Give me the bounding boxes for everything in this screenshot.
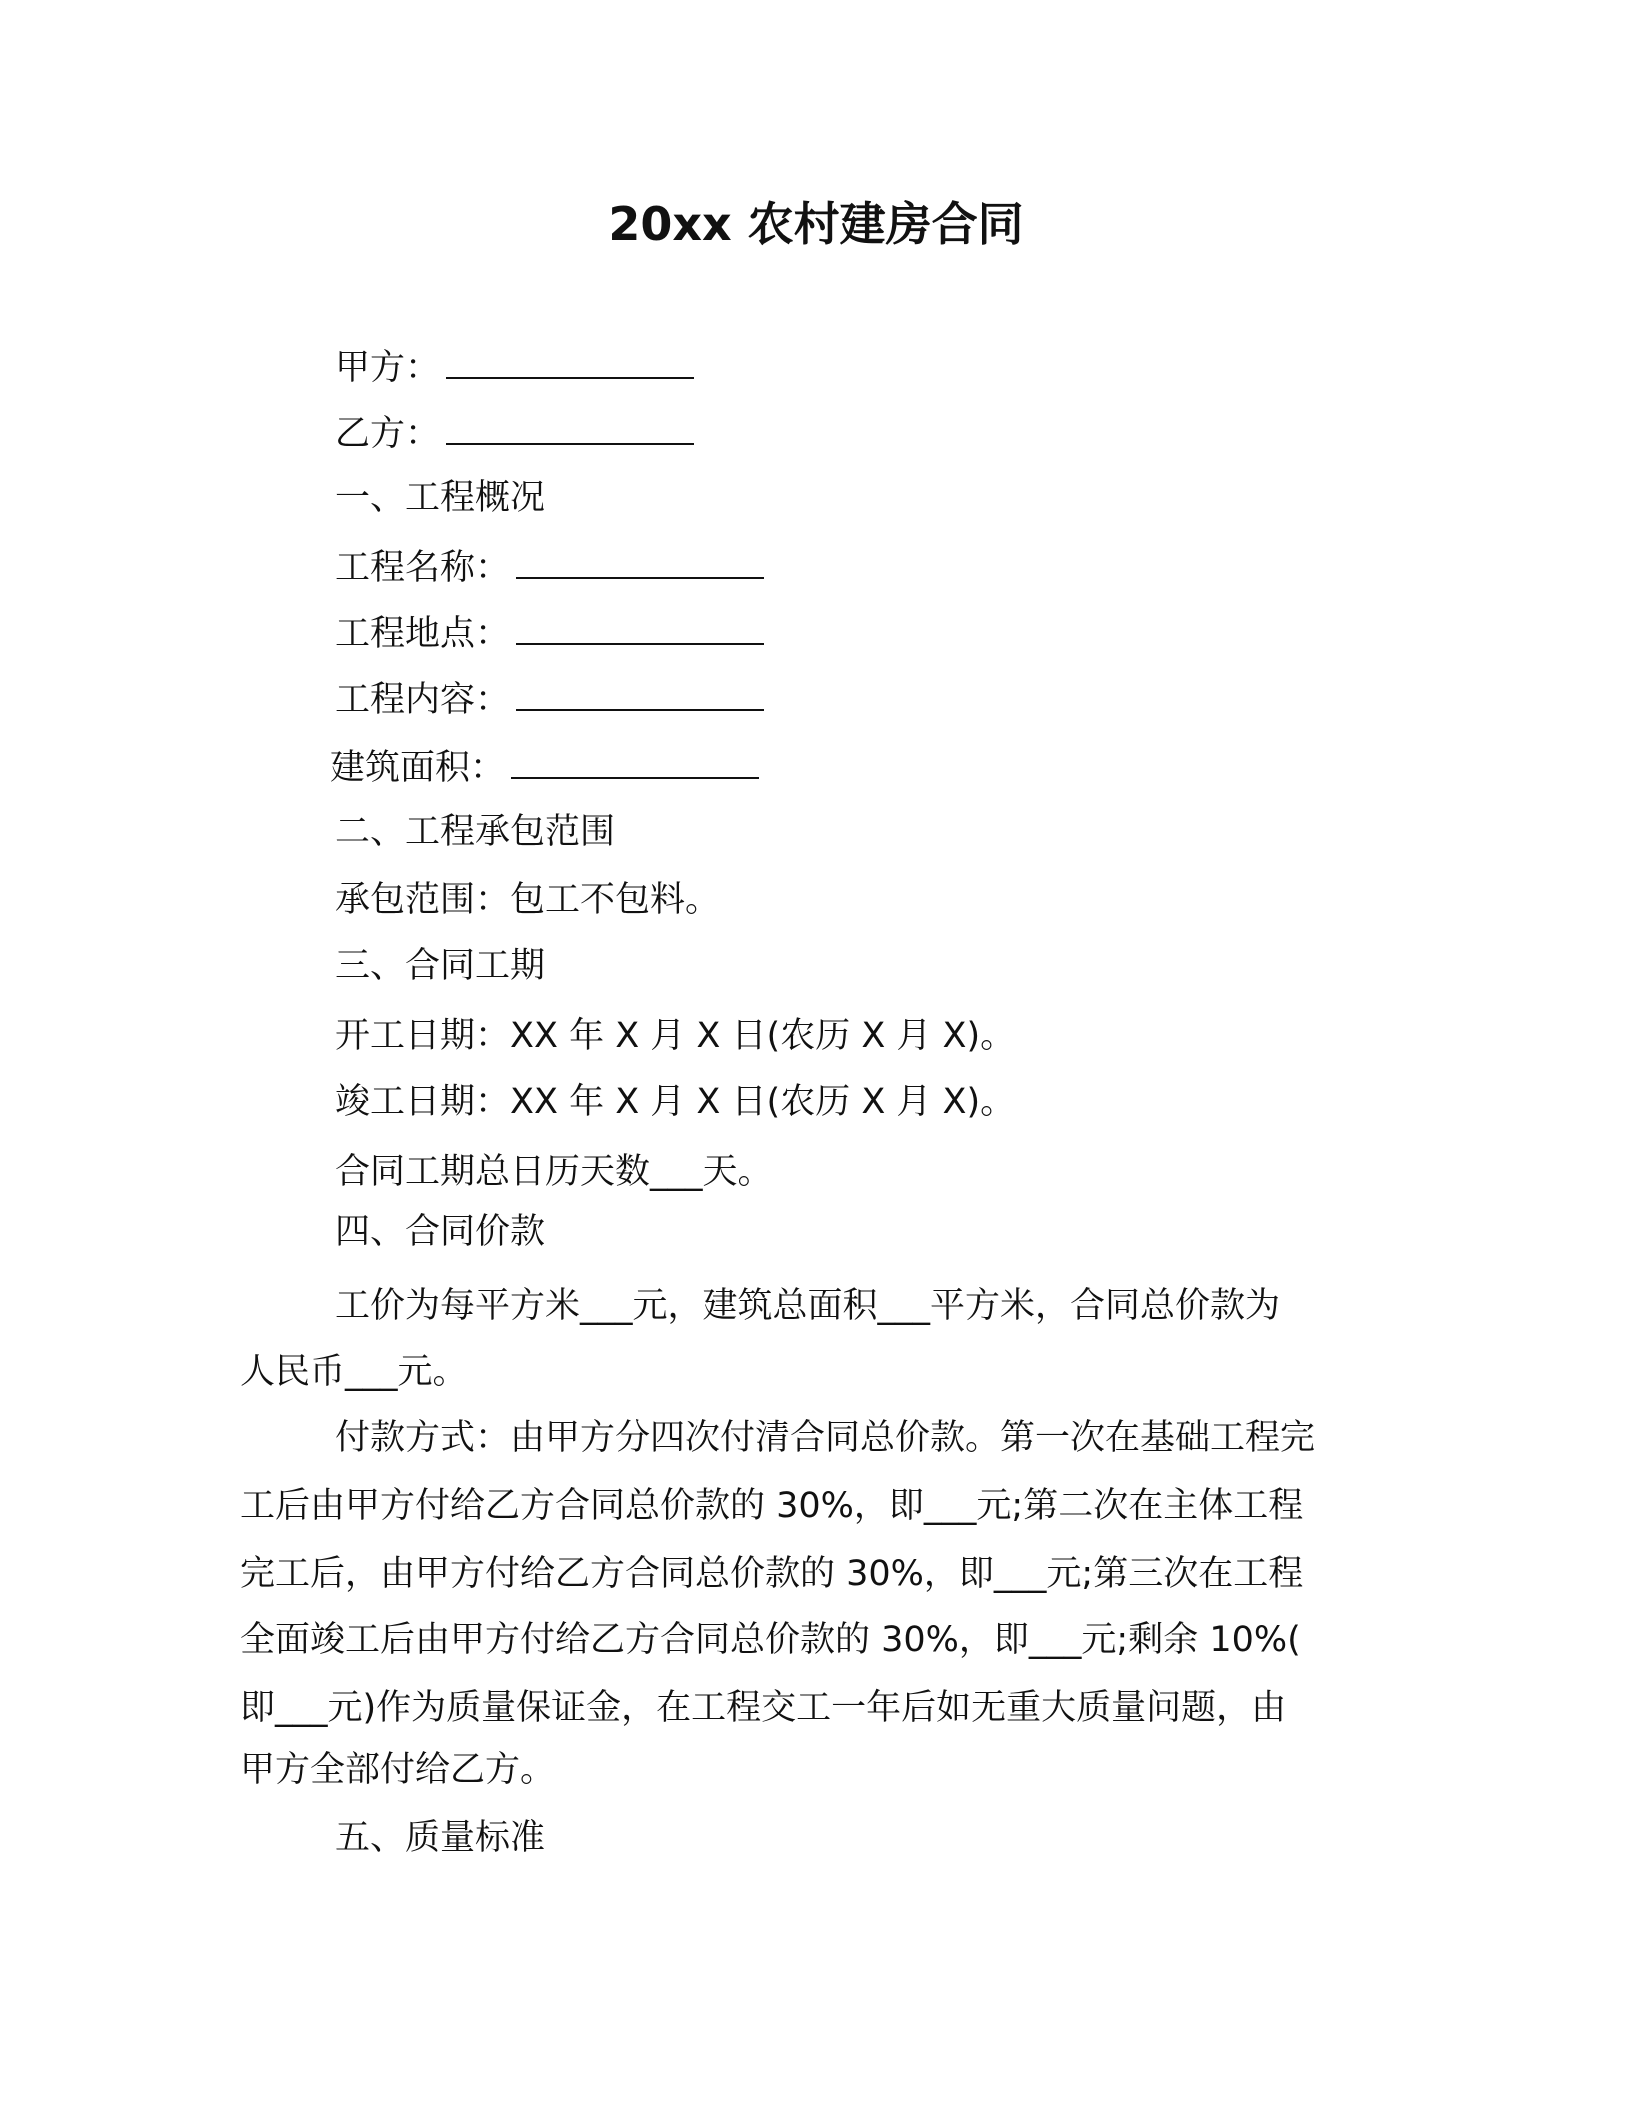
- section4-heading: 四、合同价款: [335, 1212, 546, 1252]
- party-a-label: 甲方：: [335, 348, 441, 388]
- project-content-line: [335, 676, 764, 724]
- payment-line-6: 甲方全部付给乙方。: [240, 1750, 556, 1790]
- section3-heading: 三、合同工期: [335, 946, 546, 986]
- project-name-line: [335, 544, 764, 592]
- project-location-line: [335, 610, 764, 658]
- party-a-line: [335, 344, 694, 392]
- document-title: 20xx 农村建房合同: [608, 197, 1024, 251]
- payment-line-2: 工后由甲方付给乙方合同总价款的 30%，即___元;第二次在主体工程: [240, 1486, 1304, 1526]
- party-b-label: 乙方：: [335, 414, 441, 454]
- project-content-blank: [516, 679, 764, 711]
- building-area-blank: [511, 747, 759, 779]
- scope-text: 承包范围：包工不包料。: [335, 880, 721, 920]
- price-line-2: 人民币___元。: [240, 1352, 468, 1392]
- party-a-blank: [446, 347, 694, 379]
- payment-line-1: 付款方式：由甲方分四次付清合同总价款。第一次在基础工程完: [335, 1418, 1316, 1458]
- party-b-line: [335, 410, 694, 458]
- payment-line-5: 即___元)作为质量保证金，在工程交工一年后如无重大质量问题，由: [240, 1688, 1287, 1728]
- section5-heading: 五、质量标准: [335, 1818, 546, 1858]
- project-content-label: 工程内容：: [335, 680, 511, 720]
- payment-line-4: 全面竣工后由甲方付给乙方合同总价款的 30%，即___元;剩余 10%(: [240, 1620, 1301, 1660]
- price-line-1: 工价为每平方米___元，建筑总面积___平方米，合同总价款为: [335, 1286, 1281, 1326]
- end-date-text: 竣工日期：XX 年 X 月 X 日(农历 X 月 X)。: [335, 1082, 1016, 1122]
- section2-heading: 二、工程承包范围: [335, 812, 616, 852]
- project-name-label: 工程名称：: [335, 548, 511, 588]
- section1-heading: 一、工程概况: [335, 478, 546, 518]
- project-location-label: 工程地点：: [335, 614, 511, 654]
- party-b-blank: [446, 413, 694, 445]
- project-location-blank: [516, 613, 764, 645]
- payment-line-3: 完工后，由甲方付给乙方合同总价款的 30%，即___元;第三次在工程: [240, 1554, 1304, 1594]
- project-name-blank: [516, 547, 764, 579]
- duration-text: 合同工期总日历天数___天。: [335, 1152, 773, 1192]
- start-date-text: 开工日期：XX 年 X 月 X 日(农历 X 月 X)。: [335, 1016, 1016, 1056]
- building-area-label: 建筑面积：: [330, 748, 506, 788]
- building-area-line: [330, 744, 759, 792]
